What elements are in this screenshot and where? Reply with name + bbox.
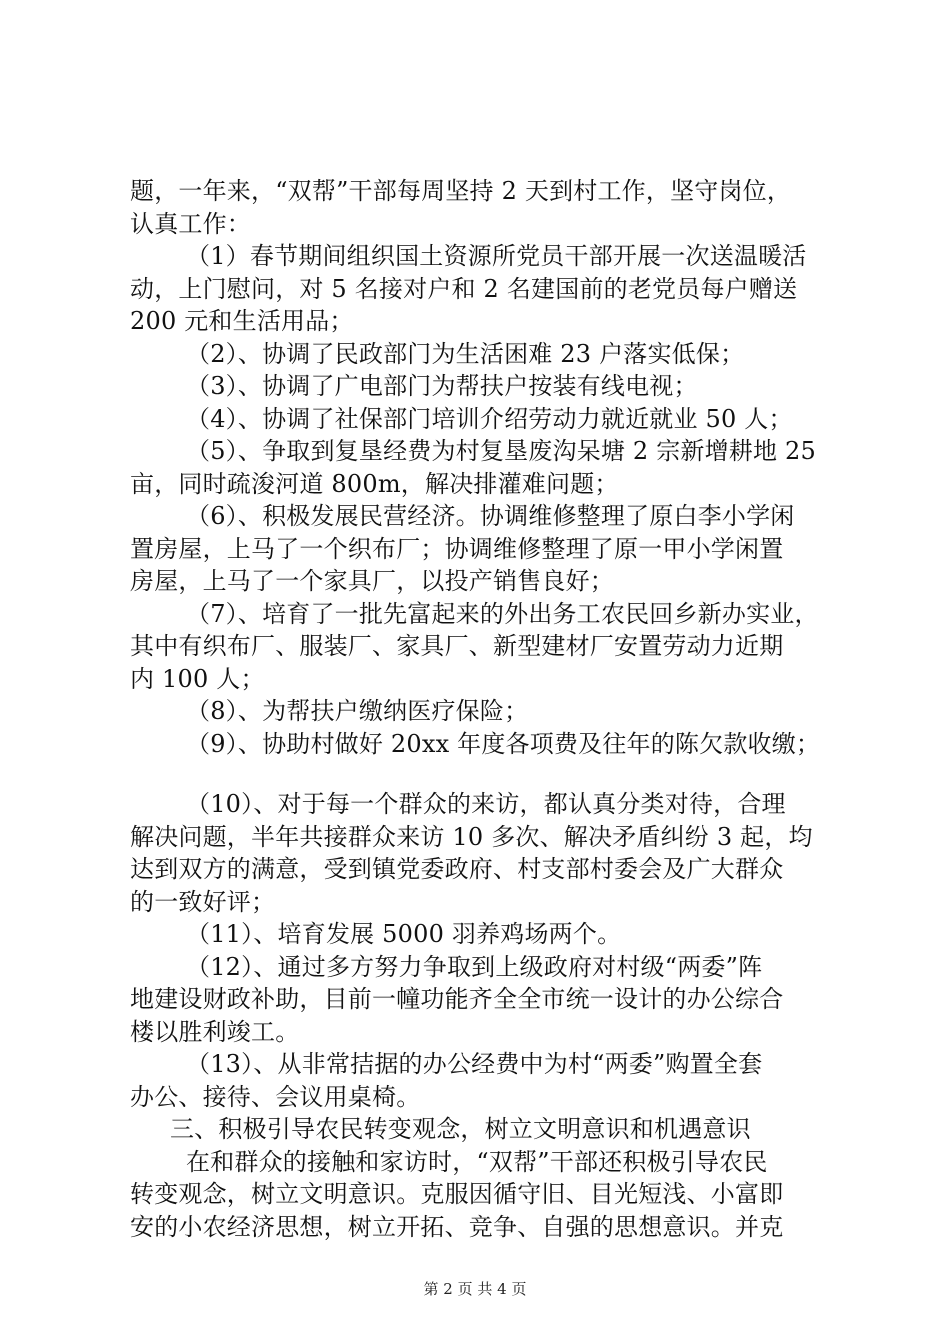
text-line: 认真工作： [130, 209, 251, 238]
text-line: （13）、从非常拮据的办公经费中为村“两委”购置全套 [186, 1050, 763, 1078]
text-line: 安的小农经济思想，树立开拓、竞争、自强的思想意识。并克 [130, 1212, 784, 1241]
text-line: 在和群众的接触和家访时，“双帮”干部还积极引导农民 [186, 1147, 768, 1176]
text-line: （9）、协助村做好 20xx 年度各项费及往年的陈欠款收缴； [186, 729, 821, 758]
page-footer: 第 2 页 共 4 页 [423, 1280, 527, 1298]
text-line: （11）、培育发展 5000 羽养鸡场两个。 [186, 920, 622, 948]
text-line: 题，一年来，“双帮”干部每周坚持 2 天到村工作，坚守岗位， [130, 177, 792, 205]
text-line: 的一致好评； [130, 887, 276, 916]
text-line: 其中有织布厂、服装厂、家具厂、新型建材厂安置劳动力近期 [130, 632, 784, 660]
text-line: 楼以胜利竣工。 [130, 1017, 300, 1046]
text-line: 房屋，上马了一个家具厂，以投产销售良好； [130, 567, 614, 595]
text-line: 置房屋，上马了一个织布厂；协调维修整理了原一甲小学闲置 [130, 534, 784, 563]
text-line: （10）、对于每一个群众的来访，都认真分类对待，合理 [186, 790, 786, 818]
text-line: （5）、争取到复垦经费为村复垦废沟呆塘 2 宗新增耕地 25 [186, 437, 816, 465]
text-line: （7）、培育了一批先富起来的外出务工农民回乡新办实业， [186, 599, 819, 628]
text-line: 达到双方的满意，受到镇党委政府、村支部村委会及广大群众 [130, 855, 784, 883]
text-line: （2）、协调了民政部门为生活困难 23 户落实低保； [186, 339, 745, 368]
text-line: 200 元和生活用品； [130, 307, 354, 335]
text-line: （6）、积极发展民营经济。协调维修整理了原白李小学闲 [186, 502, 795, 530]
text-line: 解决问题，半年共接群众来访 10 多次、解决矛盾纠纷 3 起，均 [130, 822, 813, 851]
text-line: 亩，同时疏浚河道 800m，解决排灌难问题； [130, 469, 619, 498]
text-line: 地建设财政补助，目前一幢功能齐全全市统一设计的办公综合 [130, 985, 784, 1013]
text-line: 三、积极引导农民转变观念，树立文明意识和机遇意识 [170, 1115, 751, 1143]
paragraph-block-1 [130, 175, 830, 760]
text-line: （12）、通过多方努力争取到上级政府对村级“两委”阵 [186, 952, 763, 981]
text-line: 内 100 人； [130, 664, 265, 693]
text-line: （1）春节期间组织国土资源所党员干部开展一次送温暖活 [186, 242, 807, 270]
document-body [130, 175, 830, 1243]
text-line: 动，上门慰问，对 5 名接对户和 2 名建国前的老党员每户赠送 [130, 274, 798, 303]
text-line: 办公、接待、会议用桌椅。 [130, 1082, 421, 1111]
blank-line [130, 760, 830, 788]
paragraph-block-2 [130, 788, 830, 1243]
text-line: （8）、为帮扶户缴纳医疗保险； [186, 697, 529, 725]
text-line: 转变观念，树立文明意识。克服因循守旧、目光短浅、小富即 [130, 1180, 784, 1208]
text-line: （4）、协调了社保部门培训介绍劳动力就近就业 50 人； [186, 404, 793, 433]
text-line: （3）、协调了广电部门为帮扶户按装有线电视； [186, 372, 698, 400]
